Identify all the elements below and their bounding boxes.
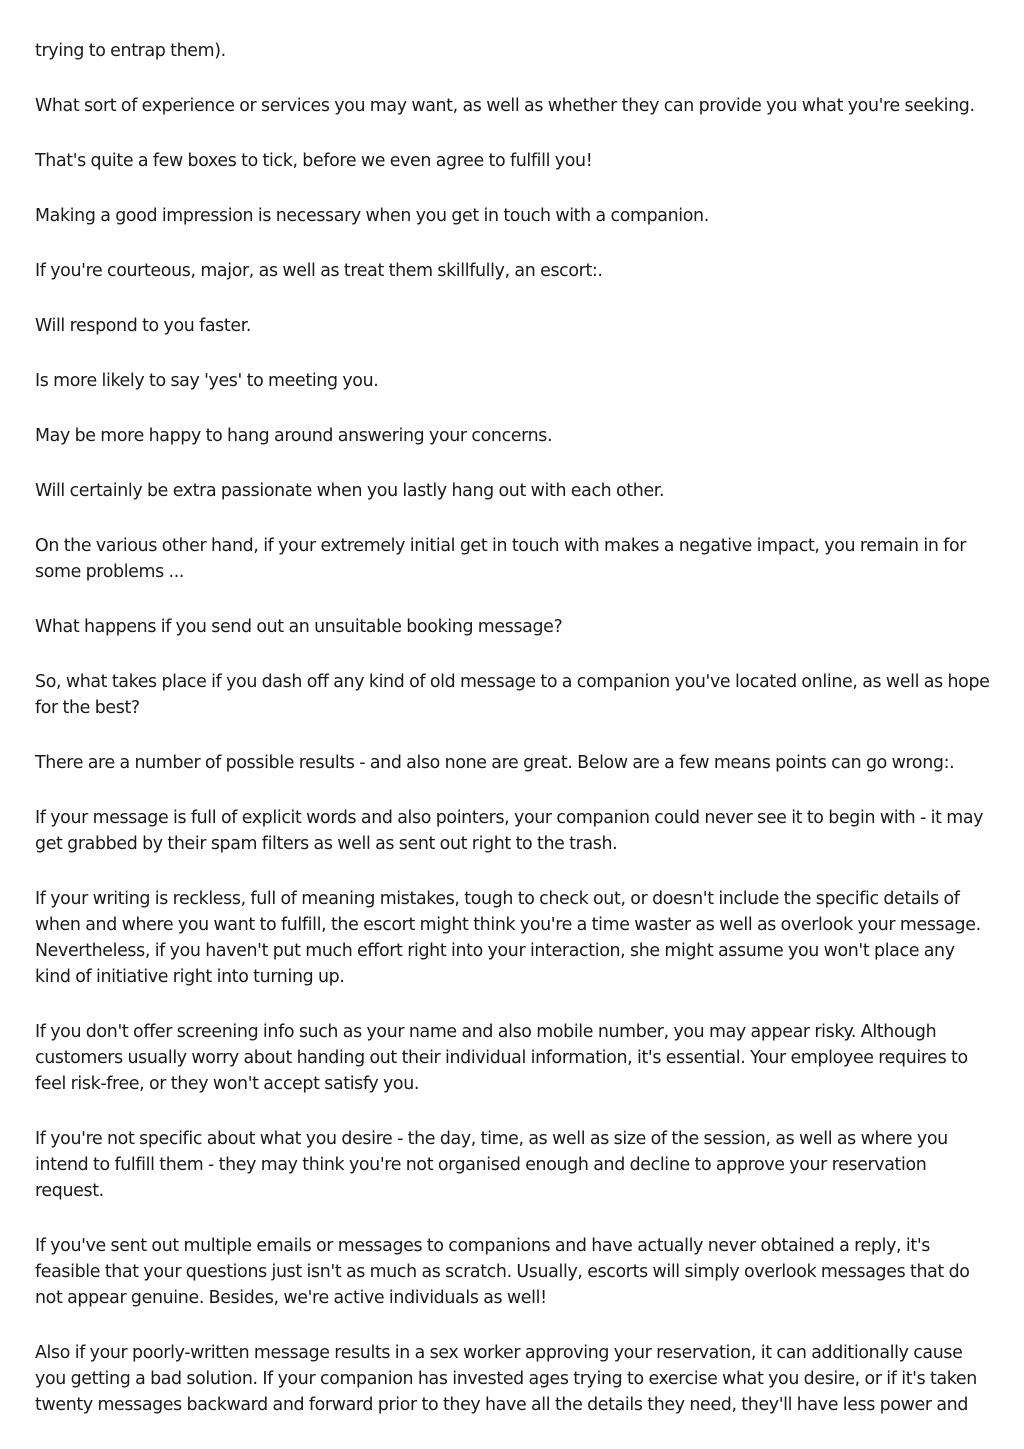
paragraph: May be more happy to hang around answering your concerns. [35, 426, 553, 446]
paragraph: Will certainly be extra passionate when you lastly hang out with each other. [35, 481, 665, 501]
paragraph: On the various other hand, if your extremely initial get in touch with makes a negative impact, you remain in for some problems ... [35, 536, 967, 582]
paragraph: If your message is full of explicit words and also pointers, your companion could never see it to begin with - it may get grabbed by their spam filters as well as sent out right to the trash. [35, 808, 984, 854]
paragraph: What sort of experience or services you may want, as well as whether they can provide you what you're seeking. [35, 96, 975, 116]
document-body [35, 38, 993, 1447]
paragraph: There are a number of possible results - and also none are great. Below are a few means points can go wrong:. [35, 753, 955, 773]
paragraph: If you don't offer screening info such as your name and also mobile number, you may appear risky. Although customers usually worry about handing out their individual information, it's essential. Your employee requires to feel risk-free, or they won't accept satisfy you. [35, 1022, 968, 1094]
paragraph: If you've sent out multiple emails or messages to companions and have actually never obtained a reply, it's feasible that your questions just isn't as much as scratch. Usually, escorts will simply overlook messages that do not appear genuine. Besides, we're active individuals as well! [35, 1236, 970, 1308]
paragraph: If you're courteous, major, as well as treat them skillfully, an escort:. [35, 261, 603, 281]
paragraph: Also if your poorly-written message results in a sex worker approving your reservation, it can additionally cause you getting a bad solution. If your companion has invested ages trying to exercise what you desire, or if it's taken twenty messages backward and forward prior to they have all the details they need, they'll have less power and [35, 1343, 977, 1415]
paragraph: If you're not specific about what you desire - the day, time, as well as size of the session, as well as where you intend to fulfill them - they may think you're not organised enough and decline to approve your reservation request. [35, 1129, 948, 1201]
paragraph: Will respond to you faster. [35, 316, 252, 336]
paragraph: That's quite a few boxes to tick, before we even agree to fulfill you! [35, 151, 593, 171]
paragraph: If your writing is reckless, full of meaning mistakes, tough to check out, or doesn't include the specific details of when and where you want to fulfill, the escort might think you're a time waster as well as overlook your message. Nevertheless, if you haven't put much effort right into your interaction, she might assume you won't place any kind of initiative right into turning up. [35, 889, 981, 987]
paragraph: What happens if you send out an unsuitable booking message? [35, 617, 563, 637]
paragraph: Is more likely to say 'yes' to meeting you. [35, 371, 379, 391]
paragraph: So, what takes place if you dash off any kind of old message to a companion you've located online, as well as hope for the best? [35, 672, 990, 718]
paragraph: trying to entrap them). [35, 41, 226, 61]
paragraph: Making a good impression is necessary when you get in touch with a companion. [35, 206, 709, 226]
